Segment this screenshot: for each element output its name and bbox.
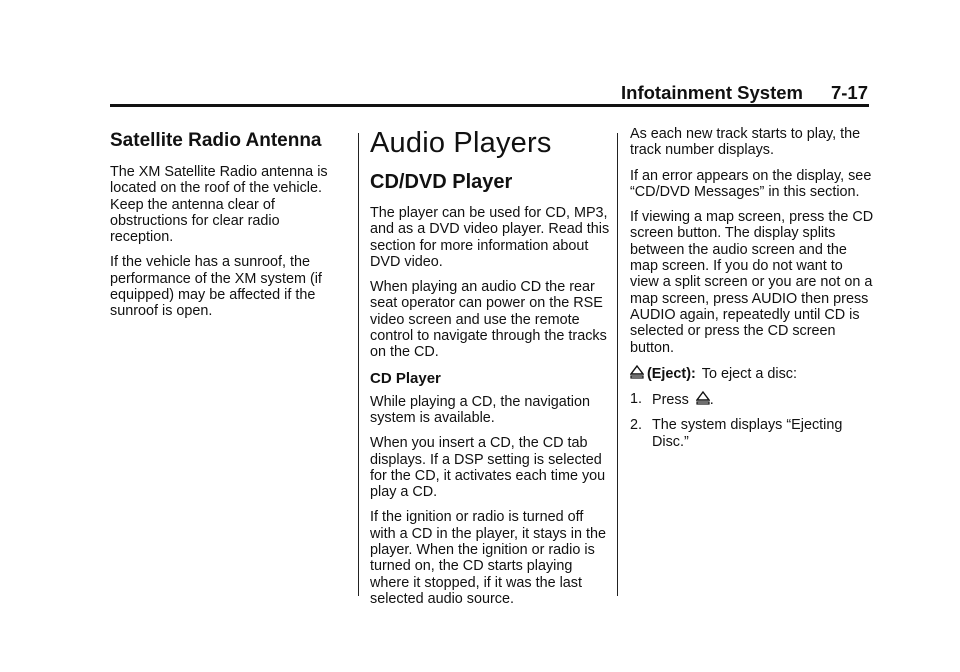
- eject-label: (Eject):: [647, 365, 696, 382]
- subheading: CD/DVD Player: [370, 171, 513, 193]
- list-item: 1. Press .: [630, 391, 714, 409]
- column-divider: [358, 133, 359, 596]
- paragraph: As each new track starts to play, the track number displays.: [630, 126, 861, 159]
- paragraph: When playing an audio CD the rear seat operator can power on the RSE video screen and use the remote control to navigate through the tracks on the CD.: [370, 279, 607, 361]
- column-1: [110, 118, 332, 329]
- eject-line: [630, 365, 875, 382]
- paragraph: If an error appears on the display, see “CD/DVD Messages” in this section.: [630, 167, 872, 200]
- column-divider: [617, 133, 618, 596]
- chapter-heading: Audio Players: [370, 127, 552, 159]
- header-rule: [110, 104, 869, 107]
- paragraph: If the vehicle has a sunroof, the performance of the XM system (if equipped) may be affected if the sunroof is open.: [110, 254, 322, 320]
- list-item: 2. The system displays “Ejecting Disc.”: [630, 417, 843, 450]
- paragraph: The XM Satellite Radio antenna is located on the roof of the vehicle. Keep the antenna clear of obstructions for clear radio reception.: [110, 164, 328, 246]
- paragraph: While playing a CD, the navigation system is available.: [370, 393, 590, 426]
- steps-list: [630, 391, 875, 450]
- column-3: [630, 126, 875, 459]
- column-2: [370, 118, 610, 616]
- subsubheading: CD Player: [370, 369, 441, 387]
- paragraph: When you insert a CD, the CD tab displays. If a DSP setting is selected for the CD, it activates each time you play a CD.: [370, 435, 606, 501]
- section-heading: Satellite Radio Antenna: [110, 130, 322, 151]
- page-header: [112, 82, 868, 102]
- section-title: Infotainment System: [621, 82, 803, 103]
- eject-icon: [630, 365, 644, 379]
- paragraph: If the ignition or radio is turned off with a CD in the player, it stays in the player. When the ignition or radio is turned on, the CD starts playing where it stopped, if it was the last selected audio source.: [370, 509, 606, 607]
- page-number: 7-17: [830, 82, 868, 103]
- paragraph: If viewing a map screen, press the CD screen button. The display splits between the audio screen and the map screen. If you do not want to view a split screen or you are not on a map screen, press AUDIO then press AUDIO again, repeatedly until CD is selected or press the CD screen button.: [630, 209, 874, 356]
- eject-icon: [696, 391, 710, 405]
- eject-text: To eject a disc:: [701, 365, 797, 382]
- paragraph: The player can be used for CD, MP3, and as a DVD video player. Read this section for more information about DVD video.: [370, 205, 610, 270]
